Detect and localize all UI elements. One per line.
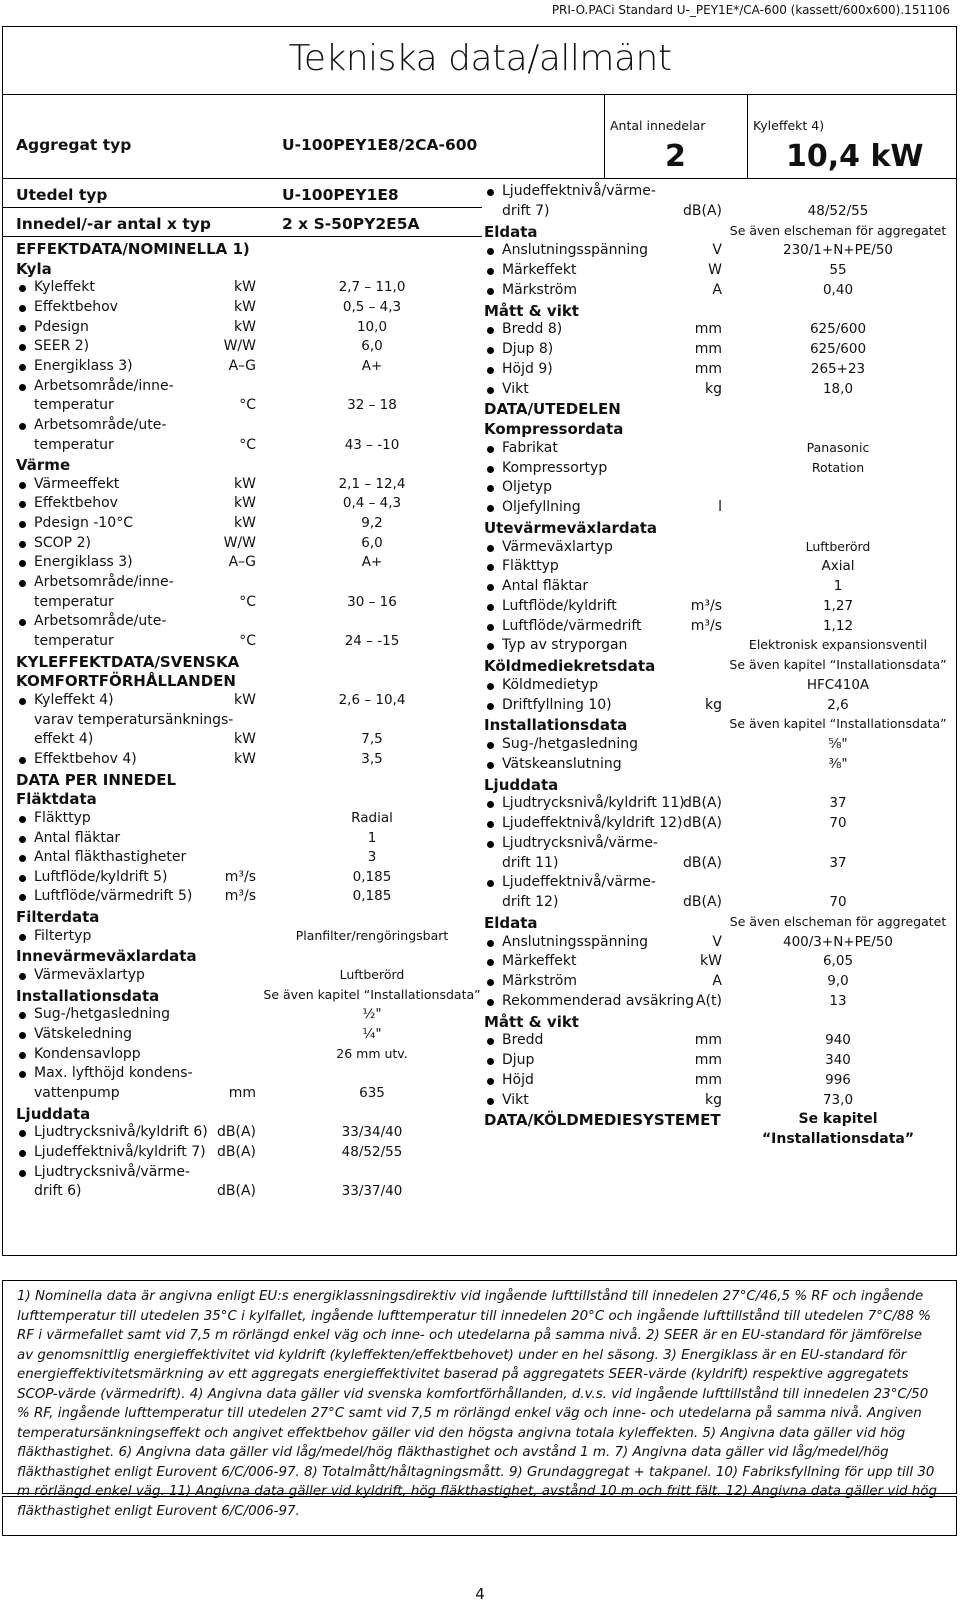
spec-value: 9,2 xyxy=(361,515,383,532)
footnotes: 1) Nominella data är angivna enligt EU:s energiklassningsdirektiv vid ingående lufttillstånd till innedelen 27°C/46,5 % RF och ingående lufttemperatur till utedelen 35°C i kylfallet, ingående lufttemperatur till innedelen 20°C och ingående lufttillstånd till utedelen 7°C/88 % RF i värmefallet samt vid 7,5 m rörlängd enkel väg och inne- och utedelarna på samma nivå. 2) SEER är en EU-standard för jämförelse av genomsnittlig energieffektivitet vid kyldrift (kyleffekten/effektbehovet) under en hel säsong. 3) Energiklass är en EU-standard för energieffektivitetsmärkning av ett aggregats energieffektivitet baserad på aggregatets SEER-värde (kyldrift) respektive aggregatets SCOP-värde (värmedrift). 4) Angivna data gäller vid svenska komfortförhållanden, d.v.s. vid ingående lufttillstånd till innedelen 23°C/50 % RF, ingående lufttemperatur till utedelen 27°C samt vid 7,5 m rörlängd enkel väg och inne- och utedelarna på samma nivå. Angiven temperatursänkningseffekt och angivet effektbehov gäller vid den högsta angivna totala kyleffekten. 5) Angivna data gäller vid hög fläkthastighet. 6) Angivna data gäller vid låg/medel/hög fläkthastighet och avstånd 1 m. 7) Angivna data gäller vid låg/medel/hög fläkthastighet enligt Eurovent 6/C/006-97. 8) Totalmått/håltagningsmått. 9) Grundaggregat + takpanel. 10) Fabriksfyllning för upp till 30 m rörlängd enkel väg. 11) Angivna data gäller vid kyldrift, hög fläkthastighet, avstånd 10 m och fritt fält. 12) Angivna data gäller vid hög fläkthastighet enligt Eurovent 6/C/006-97. xyxy=(2,1280,957,1494)
spec-label: Energiklass 3) xyxy=(16,358,133,374)
spec-unit: dB(A) xyxy=(217,1124,256,1141)
spec-label: Bredd 8) xyxy=(484,321,562,337)
spec-unit: kW xyxy=(234,475,256,492)
spec-value: Se även kapitel “Installationsdata” xyxy=(729,657,947,672)
spec-unit: °C xyxy=(239,633,256,649)
spec-unit: mm xyxy=(694,360,722,377)
spec-label: Oljetyp xyxy=(484,479,552,495)
spec-label: Höjd xyxy=(484,1072,534,1088)
spec-unit: kW xyxy=(234,750,256,767)
spec-value: Radial xyxy=(351,809,393,826)
utedel-label: Utedel typ xyxy=(16,186,108,204)
innedel-rule xyxy=(2,236,482,237)
spec-value: 33/37/40 xyxy=(341,1183,403,1200)
spec-label: Ljudeffektnivå/värme- xyxy=(484,183,656,199)
spec-unit: kg xyxy=(705,380,722,397)
spec-value: 340 xyxy=(825,1052,851,1068)
spec-label: drift 11) xyxy=(502,854,559,871)
spec-value: 3 xyxy=(367,849,377,866)
section-heading: KYLEFFEKTDATA/SVENSKA xyxy=(16,652,240,671)
spec-label: Köldmedietyp xyxy=(484,677,598,693)
spec-label: Anslutningsspänning xyxy=(484,242,648,258)
spec-value: Se även kapitel “Installationsdata” xyxy=(729,716,947,732)
spec-value: 2,6 xyxy=(827,696,849,713)
spec-label: Rekommenderad avsäkring xyxy=(484,993,694,1009)
spec-value: 0,4 – 4,3 xyxy=(342,495,402,512)
spec-label: Fläkttyp xyxy=(484,558,559,574)
spec-label: Luftflöde/värmedrift xyxy=(484,618,642,634)
aggregat-label: Aggregat typ xyxy=(16,136,132,154)
spec-unit: l xyxy=(718,499,722,515)
spec-unit: kW xyxy=(234,515,256,532)
spec-value: 0,185 xyxy=(352,888,392,905)
spec-unit: mm xyxy=(694,1052,722,1068)
spec-label: Driftfyllning 10) xyxy=(484,697,612,713)
spec-label: drift 7) xyxy=(502,202,550,219)
section-heading: EFFEKTDATA/NOMINELLA 1) xyxy=(16,240,250,258)
spec-label: Vikt xyxy=(484,1092,529,1108)
spec-value: 30 – 16 xyxy=(347,593,397,610)
spec-value: 48/52/55 xyxy=(807,202,869,219)
spec-value: 37 xyxy=(829,854,847,871)
spec-value: “Installationsdata” xyxy=(761,1131,915,1147)
spec-label: Värmeeffekt xyxy=(16,476,119,492)
spec-unit: °C xyxy=(239,397,256,414)
spec-unit: kW xyxy=(234,298,256,315)
spec-label: SCOP 2) xyxy=(16,535,91,551)
spec-label: Filtertyp xyxy=(16,928,91,944)
spec-unit: dB(A) xyxy=(683,854,722,871)
spec-value: 33/34/40 xyxy=(341,1124,403,1141)
spec-label: Pdesign xyxy=(16,319,89,335)
spec-label: Arbetsområde/inne- xyxy=(16,574,174,590)
spec-value: 1 xyxy=(833,578,843,594)
spec-label: Djup xyxy=(484,1052,534,1068)
utedel-rule xyxy=(2,207,482,208)
spec-label: temperatur xyxy=(34,633,114,649)
spec-value: 265+23 xyxy=(810,360,866,377)
spec-value: 2,1 – 12,4 xyxy=(338,475,406,492)
section-heading: DATA/KÖLDMEDIESYSTEMET xyxy=(484,1111,721,1130)
spec-label: Max. lyfthöjd kondens- xyxy=(16,1065,193,1081)
spec-unit: V xyxy=(712,242,722,259)
spec-label: Märkström xyxy=(484,282,577,298)
section-heading: Värme xyxy=(16,456,71,475)
spec-label: Anslutningsspänning xyxy=(484,934,648,950)
spec-label: Djup 8) xyxy=(484,341,553,357)
spec-value: 7,5 xyxy=(361,731,383,748)
spec-label: Ljudtrycksnivå/värme- xyxy=(484,835,658,851)
spec-value: 625/600 xyxy=(809,321,867,338)
spec-label: Arbetsområde/ute- xyxy=(16,613,166,629)
spec-label: Kyleffekt xyxy=(16,279,95,295)
spec-value: Elektronisk expansionsventil xyxy=(748,637,928,653)
spec-unit: °C xyxy=(239,593,256,610)
spec-label: temperatur xyxy=(34,436,114,453)
spec-label: Sug-/hetgasledning xyxy=(484,736,638,752)
spec-label: Höjd 9) xyxy=(484,361,553,377)
header-bottom-rule-full xyxy=(2,178,957,179)
spec-label: Kyleffekt 4) xyxy=(16,692,114,708)
spec-value: Rotation xyxy=(811,459,865,475)
empty-note-box xyxy=(2,1496,957,1536)
section-heading: Eldata xyxy=(484,222,538,241)
spec-unit: dB(A) xyxy=(683,795,722,812)
spec-value: Se även elscheman för aggregatet xyxy=(729,913,947,929)
spec-label: varav temperatursänknings- xyxy=(34,711,234,728)
spec-label: Vätskeanslutning xyxy=(484,756,622,772)
spec-value: 0,185 xyxy=(352,868,392,885)
spec-unit: kW xyxy=(234,731,256,748)
spec-value: 996 xyxy=(825,1071,851,1088)
spec-value: 0,5 – 4,3 xyxy=(342,298,402,315)
spec-value: Luftberörd xyxy=(339,967,405,983)
utedel-value: U-100PEY1E8 xyxy=(282,186,399,204)
spec-label: Sug-/hetgasledning xyxy=(16,1006,170,1022)
spec-value: 2,6 – 10,4 xyxy=(338,691,406,708)
spec-unit: kg xyxy=(705,696,722,713)
spec-label: Arbetsområde/ute- xyxy=(16,417,166,433)
spec-label: temperatur xyxy=(34,397,114,414)
section-heading: Installationsdata xyxy=(484,716,628,735)
spec-value: Se även kapitel “Installationsdata” xyxy=(263,986,481,1002)
spec-value: Se kapitel xyxy=(798,1111,878,1128)
spec-unit: mm xyxy=(694,341,722,357)
spec-label: drift 6) xyxy=(34,1183,82,1200)
spec-label: Typ av stryporgan xyxy=(484,637,627,653)
spec-unit: °C xyxy=(239,436,256,453)
spec-unit: kg xyxy=(705,1091,722,1108)
spec-value: Planfilter/rengöringsbart xyxy=(295,927,449,943)
spec-unit: kW xyxy=(234,318,256,335)
spec-label: Arbetsområde/inne- xyxy=(16,378,174,394)
spec-value: 400/3+N+PE/50 xyxy=(782,933,894,950)
spec-value: HFC410A xyxy=(806,676,870,693)
spec-value: 6,0 xyxy=(361,338,383,355)
spec-value: Se även elscheman för aggregatet xyxy=(729,222,947,238)
spec-value: 3,5 xyxy=(361,750,383,767)
spec-label: Effektbehov xyxy=(16,299,118,315)
spec-value: 1 xyxy=(367,829,377,846)
innedel-label: Innedel/-ar antal x typ xyxy=(16,215,211,233)
spec-label: Luftflöde/värmedrift 5) xyxy=(16,888,192,904)
section-heading: Innevärmeväxlardata xyxy=(16,947,197,966)
spec-value: 6,05 xyxy=(822,953,854,970)
spec-unit: A xyxy=(712,281,722,298)
spec-unit: W/W xyxy=(223,338,256,355)
spec-value: 13 xyxy=(829,992,847,1009)
spec-label: effekt 4) xyxy=(34,731,94,748)
spec-value: 24 – -15 xyxy=(344,633,400,649)
spec-unit: V xyxy=(712,933,722,950)
section-heading: KOMFORTFÖRHÅLLANDEN xyxy=(16,672,236,691)
spec-label: Ljudeffektnivå/kyldrift 12) xyxy=(484,815,682,831)
spec-unit: mm xyxy=(228,1084,256,1101)
spec-label: Märkeffekt xyxy=(484,262,577,278)
spec-unit: m³/s xyxy=(224,888,256,905)
spec-unit: dB(A) xyxy=(217,1143,256,1160)
spec-label: Energiklass 3) xyxy=(16,554,133,570)
section-heading: DATA/UTEDELEN xyxy=(484,400,621,419)
spec-label: Effektbehov xyxy=(16,495,118,511)
spec-label: Vikt xyxy=(484,381,529,397)
spec-value: 9,0 xyxy=(827,973,849,989)
spec-value: 1,12 xyxy=(822,617,854,634)
section-heading: Installationsdata xyxy=(16,986,160,1005)
innedelar-value: 2 xyxy=(665,139,686,174)
header-divider-2 xyxy=(747,94,748,178)
spec-value: 230/1+N+PE/50 xyxy=(782,242,894,259)
spec-unit: kW xyxy=(700,953,722,970)
spec-label: Ljudtrycksnivå/kyldrift 11) xyxy=(484,795,685,811)
spec-label: Ljudtrycksnivå/kyldrift 6) xyxy=(16,1124,208,1140)
section-heading: DATA PER INNEDEL xyxy=(16,770,176,789)
section-heading: Eldata xyxy=(484,913,538,932)
spec-value: 18,0 xyxy=(822,380,854,397)
spec-label: Vätskeledning xyxy=(16,1026,132,1042)
spec-unit: W/W xyxy=(223,534,256,551)
spec-label: Bredd xyxy=(484,1032,543,1048)
spec-label: Fabrikat xyxy=(484,440,558,456)
spec-label: Ljudeffektnivå/kyldrift 7) xyxy=(16,1144,206,1160)
spec-label: vattenpump xyxy=(34,1084,120,1101)
spec-value: 48/52/55 xyxy=(341,1143,403,1160)
section-heading: Ljuddata xyxy=(16,1104,91,1123)
innedelar-label: Antal innedelar xyxy=(610,118,706,133)
spec-value: 2,7 – 11,0 xyxy=(338,279,406,296)
section-heading: Filterdata xyxy=(16,908,100,927)
spec-label: Värmeväxlartyp xyxy=(16,967,145,983)
spec-value: 635 xyxy=(359,1084,385,1101)
spec-value: 55 xyxy=(829,262,847,278)
spec-value: Panasonic xyxy=(806,439,870,455)
spec-label: Ljudeffektnivå/värme- xyxy=(484,874,656,890)
spec-unit: dB(A) xyxy=(683,894,722,910)
spec-label: Luftflöde/kyldrift xyxy=(484,598,617,614)
spec-value: Luftberörd xyxy=(805,538,871,554)
spec-value: ⅝" xyxy=(828,736,848,752)
spec-label: Antal fläktar xyxy=(16,830,120,846)
spec-unit: m³/s xyxy=(690,617,722,634)
section-heading: Utevärmeväxlardata xyxy=(484,518,658,537)
kyleffekt-header-value: 10,4 kW xyxy=(786,139,924,174)
spec-label: Ljudtrycksnivå/värme- xyxy=(16,1164,190,1180)
spec-unit: kW xyxy=(234,495,256,512)
section-heading: Kompressordata xyxy=(484,420,624,438)
spec-value: 940 xyxy=(825,1032,851,1049)
spec-value: 73,0 xyxy=(822,1091,854,1108)
kyleffekt-header-label: Kyleffekt 4) xyxy=(753,118,825,133)
section-heading: Kyla xyxy=(16,259,52,278)
spec-label: SEER 2) xyxy=(16,338,89,354)
spec-unit: dB(A) xyxy=(683,815,722,831)
spec-unit: mm xyxy=(694,1032,722,1049)
spec-value: A+ xyxy=(361,357,383,374)
spec-label: Kompressortyp xyxy=(484,460,607,476)
spec-label: Värmeväxlartyp xyxy=(484,539,613,555)
spec-value: 70 xyxy=(829,815,847,831)
spec-unit: A–G xyxy=(228,357,256,374)
spec-value: Axial xyxy=(821,558,855,575)
spec-label: Effektbehov 4) xyxy=(16,751,137,767)
spec-unit: mm xyxy=(694,1071,722,1088)
spec-unit: mm xyxy=(694,321,722,338)
spec-value: 6,0 xyxy=(361,534,383,551)
header-top-rule xyxy=(2,94,957,95)
header-divider-1 xyxy=(604,94,605,178)
page-number: 4 xyxy=(475,1585,485,1603)
section-heading: Mått & vikt xyxy=(484,301,579,320)
spec-value: 1,27 xyxy=(822,597,854,614)
spec-unit: m³/s xyxy=(690,597,722,614)
section-heading: Fläktdata xyxy=(16,790,97,809)
spec-label: Antal fläkthastigheter xyxy=(16,849,186,865)
section-heading: Mått & vikt xyxy=(484,1012,579,1031)
section-heading: Köldmediekretsdata xyxy=(484,657,656,675)
spec-value: 625/600 xyxy=(809,341,867,357)
spec-label: Pdesign -10°C xyxy=(16,515,133,531)
spec-value: ¼" xyxy=(362,1026,382,1042)
section-heading: Ljuddata xyxy=(484,775,559,794)
spec-unit: W xyxy=(708,262,722,278)
spec-label: temperatur xyxy=(34,593,114,610)
innedel-value: 2 x S-50PY2E5A xyxy=(282,215,420,233)
spec-value: 37 xyxy=(829,795,847,812)
spec-label: Fläkttyp xyxy=(16,810,91,826)
spec-value: 0,40 xyxy=(822,281,854,298)
spec-unit: m³/s xyxy=(224,868,256,885)
spec-unit: dB(A) xyxy=(217,1183,256,1200)
spec-label: Antal fläktar xyxy=(484,578,588,594)
spec-label: Luftflöde/kyldrift 5) xyxy=(16,869,168,885)
spec-unit: dB(A) xyxy=(683,202,722,219)
spec-unit: A xyxy=(712,973,722,989)
spec-value: A+ xyxy=(361,554,383,571)
spec-label: drift 12) xyxy=(502,894,559,910)
spec-value: 43 – -10 xyxy=(344,436,400,453)
aggregat-value: U-100PEY1E8/2CA-600 xyxy=(282,136,478,154)
spec-label: Märkström xyxy=(484,973,577,989)
spec-value: 32 – 18 xyxy=(347,397,397,414)
spec-value: ½" xyxy=(362,1006,382,1023)
spec-value: 26 mm utv. xyxy=(336,1045,408,1061)
spec-unit: kW xyxy=(234,279,256,296)
spec-unit: A–G xyxy=(228,554,256,571)
page-title: Tekniska data/allmänt xyxy=(288,38,672,79)
spec-label: Märkeffekt xyxy=(484,953,577,969)
spec-unit: A(t) xyxy=(696,992,722,1009)
spec-unit: kW xyxy=(234,691,256,708)
spec-label: Kondensavlopp xyxy=(16,1046,141,1062)
spec-label: Oljefyllning xyxy=(484,499,581,515)
spec-value: 70 xyxy=(829,894,847,910)
spec-value: 10,0 xyxy=(356,318,388,335)
spec-value: ⅜" xyxy=(828,755,848,772)
document-reference: PRI-O.PACi Standard U-_PEY1E*/CA-600 (kassett/600x600).151106 xyxy=(551,3,950,17)
